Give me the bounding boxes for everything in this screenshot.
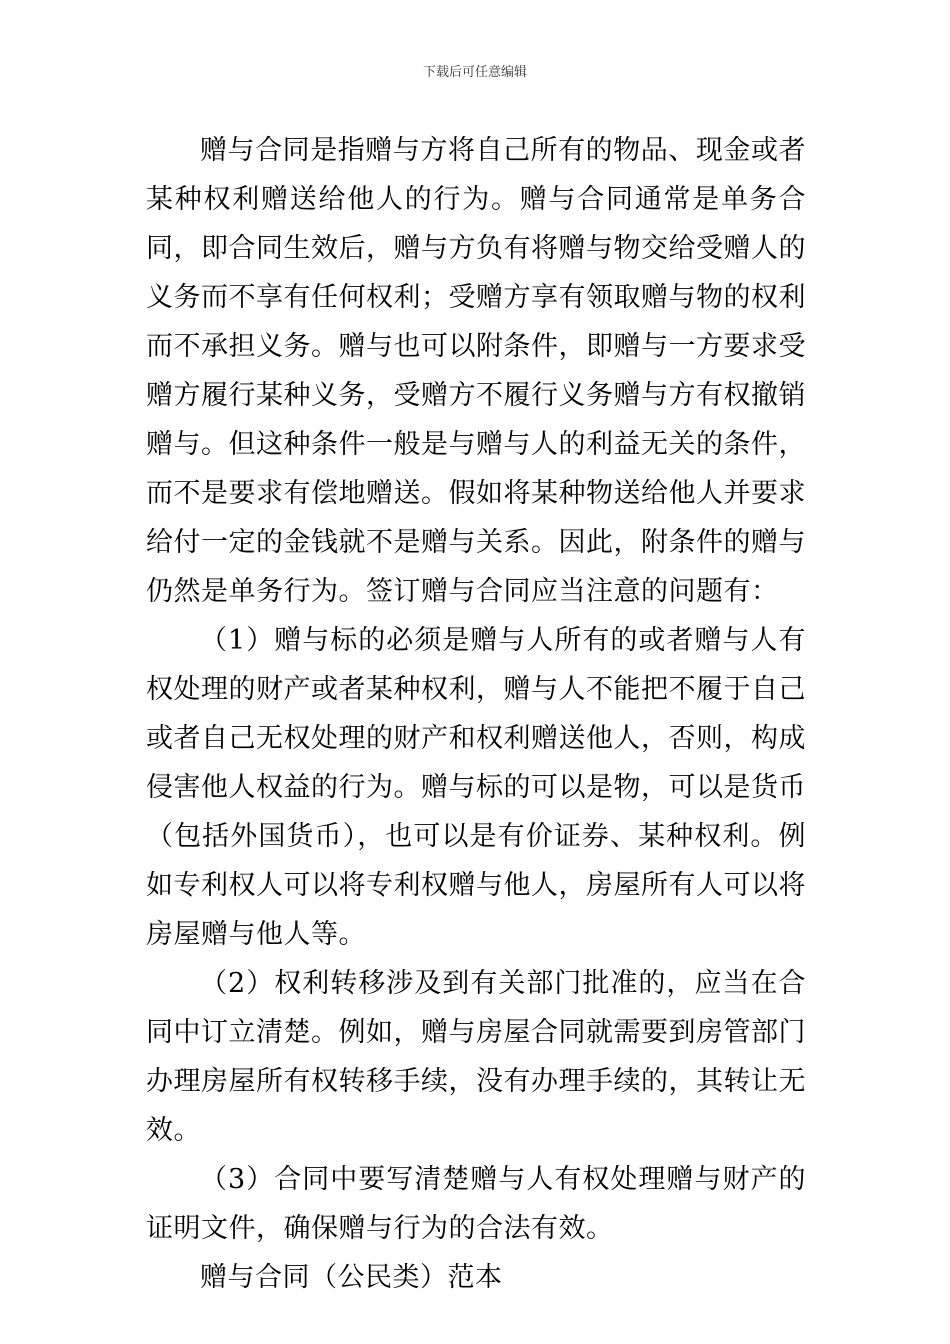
page-header: 下载后可任意编辑 xyxy=(422,65,527,80)
paragraph-item-3: （3）合同中要写清楚赠与人有权处理赠与财产的证明文件，确保赠与行为的合法有效。 xyxy=(146,1164,806,1244)
section-title: 赠与合同（公民类）范本 xyxy=(200,1262,503,1293)
paragraph-item-1: （1）赠与标的必须是赠与人所有的或者赠与人有权处理的财产或者某种权利，赠与人不能把不履于自己或者自己无权处理的财产和权利赠送他人，否则，构成侵害他人权益的行为。赠与标的可以是物，可以是货币（包括外国货币），也可以是有价证券、某种权利。例如专利权人可以将专利权赠与他人，房屋所有人可以将房屋赠与他人等。 xyxy=(146,625,806,950)
paragraph-intro: 赠与合同是指赠与方将自己所有的物品、现金或者某种权利赠送给他人的行为。赠与合同通常是单务合同，即合同生效后，赠与方负有将赠与物交给受赠人的义务而不享有任何权利；受赠方享有领取赠与物的权利而不承担义务。赠与也可以附条件，即赠与一方要求受赠方履行某种义务，受赠方不履行义务赠与方有权撤销赠与。但这种条件一般是与赠与人的利益无关的条件，而不是要求有偿地赠送。假如将某种物送给他人并要求给付一定的金钱就不是赠与关系。因此，附条件的赠与仍然是单务行为。签订赠与合同应当注意的问题有： xyxy=(146,135,806,607)
document-body xyxy=(146,126,806,1302)
paragraph-item-2: （2）权利转移涉及到有关部门批准的，应当在合同中订立清楚。例如，赠与房屋合同就需要到房管部门办理房屋所有权转移手续，没有办理手续的，其转让无效。 xyxy=(146,968,806,1146)
